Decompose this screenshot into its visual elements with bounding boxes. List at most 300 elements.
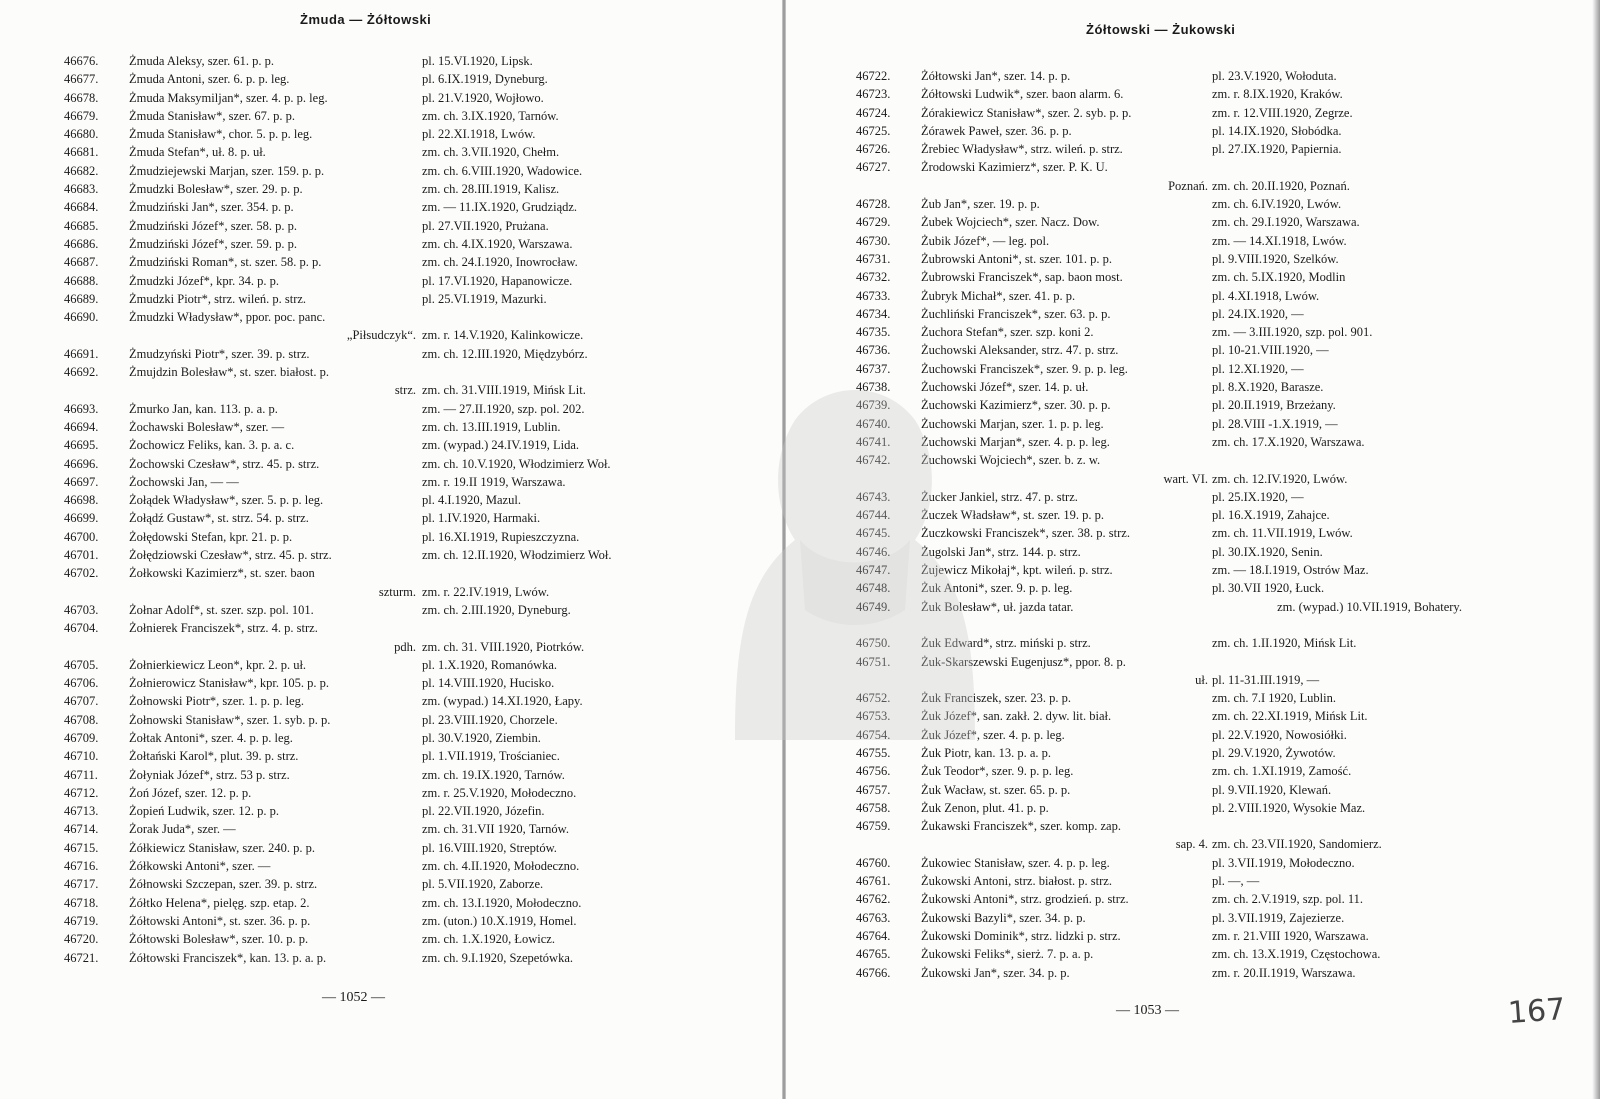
entry-person: Żuk Wacław, st. szer. 65. p. p. (921, 782, 1071, 797)
entry-number: 46744. (856, 508, 891, 523)
entry-person: Żukowski Bazyli*, szer. 34. p. p. (921, 910, 1086, 925)
register-entry (856, 451, 1586, 469)
entry-number: 46708. (64, 712, 99, 727)
entry-person: Żuk-Skarszewski Eugenjusz*, ppor. 8. p. (921, 654, 1126, 669)
entry-person: Żórakiewicz Stanisław*, szer. 2. syb. p. p. (921, 105, 1132, 120)
entry-fate: zm. (wypad.) 24.IV.1919, Lida. (422, 438, 580, 453)
register-entry-continuation (856, 835, 1586, 853)
entry-fate: pl. 4.XI.1918, Lwów. (1212, 288, 1320, 303)
entry-fate: zm. ch. 12.II.1920, Włodzimierz Woł. (422, 548, 612, 563)
entry-person: Żuchora Stefan*, szer. szp. koni 2. (921, 325, 1094, 340)
entry-number: 46757. (856, 782, 891, 797)
entry-number: 46752. (856, 691, 891, 706)
entry-fate: pl. 16.X.1919, Zahajce. (1212, 508, 1330, 523)
entry-fate: zm. ch. 29.I.1920, Warszawa. (1212, 215, 1360, 230)
entry-person: Żubik Józef*, — leg. pol. (921, 233, 1050, 248)
register-entry (64, 949, 756, 967)
entry-fate: zm. — 11.IX.1920, Grudziądz. (422, 200, 578, 215)
entry-number: 46759. (856, 819, 891, 834)
register-entry (856, 415, 1586, 433)
register-entry (64, 436, 756, 454)
entry-fate: pl. 30.VII 1920, Łuck. (1212, 581, 1325, 596)
entry-fate: zm. ch. 12.IV.1920, Lwów. (1212, 471, 1348, 486)
register-entry (64, 400, 756, 418)
entry-fate: zm. (uton.) 10.X.1919, Homel. (422, 913, 577, 928)
entry-number: 46737. (856, 361, 891, 376)
entry-fate: zm. r. 19.II 1919, Warszawa. (422, 474, 566, 489)
entry-unit-continuation: szturm. (378, 584, 416, 599)
entry-fate: pl. 22.VII.1920, Józefin. (422, 804, 545, 819)
entry-number: 46734. (856, 306, 891, 321)
entry-fate: pl. 3.VII.1919, Mołodeczno. (1212, 855, 1355, 870)
entry-person: Żółtowski Franciszek*, kan. 13. p. a. p. (129, 950, 327, 965)
entry-person: Żochawski Bolesław*, szer. — (129, 419, 285, 434)
entry-number: 46709. (64, 730, 99, 745)
entry-fate: zm. ch. 13.X.1919, Częstochowa. (1212, 947, 1381, 962)
register-entry (856, 964, 1586, 982)
entry-fate: pl. 14.VIII.1920, Hucisko. (422, 676, 555, 691)
entry-number: 46748. (856, 581, 891, 596)
entry-number: 46721. (64, 950, 99, 965)
entry-number: 46745. (856, 526, 891, 541)
register-entry (64, 253, 756, 271)
entry-person: Żukowski Antoni*, strz. grodzień. p. strz. (921, 892, 1129, 907)
entry-person: Żołtański Karol*, plut. 39. p. strz. (129, 749, 299, 764)
register-entry (64, 455, 756, 473)
entry-unit-continuation: uł. (1195, 672, 1208, 687)
entry-fate: pl. 1.X.1920, Romanówka. (422, 657, 558, 672)
entry-fate: zm. ch. 22.XI.1919, Mińsk Lit. (1212, 709, 1368, 724)
entry-person: Żmuda Antoni, szer. 6. p. p. leg. (129, 72, 290, 87)
entry-number: 46723. (856, 87, 891, 102)
entry-number: 46714. (64, 822, 99, 837)
right-page-number: — 1053 — (1116, 1003, 1179, 1018)
entry-fate: pl. 16.VIII.1920, Streptów. (422, 840, 557, 855)
entry-person: Żuk Antoni*, szer. 9. p. p. leg. (921, 581, 1073, 596)
register-entry (64, 491, 756, 509)
entry-fate: pl. 29.V.1920, Żywotów. (1212, 745, 1336, 760)
entry-number: 46688. (64, 273, 99, 288)
entry-person: Żuchowski Józef*, szer. 14. p. uł. (921, 380, 1089, 395)
register-entry (856, 250, 1586, 268)
register-entry (856, 67, 1586, 85)
entry-person: Żochowski Jan, — — (129, 474, 239, 489)
register-entry (856, 872, 1586, 890)
entry-fate: pl. 30.V.1920, Ziembin. (422, 730, 541, 745)
entry-fate: zm. ch. 20.II.1920, Poznań. (1212, 178, 1350, 193)
entry-person: Żołnierek Franciszek*, strz. 4. p. strz. (129, 621, 318, 636)
register-entry (64, 564, 756, 582)
entry-person: Żmujdzin Bolesław*, st. szer. białost. p. (129, 365, 329, 380)
register-entry (64, 89, 756, 107)
entry-number: 46762. (856, 892, 891, 907)
entry-fate: zm. r. 25.V.1920, Mołodeczno. (422, 785, 577, 800)
register-entry (64, 656, 756, 674)
entry-fate: zm. r. 22.IV.1919, Lwów. (422, 584, 550, 599)
entry-number: 46697. (64, 474, 99, 489)
register-entry (64, 509, 756, 527)
entry-number: 46739. (856, 398, 891, 413)
register-entry (64, 802, 756, 820)
entry-person: Żołądek Władysław*, szer. 5. p. p. leg. (129, 493, 324, 508)
entry-number: 46726. (856, 142, 891, 157)
entry-person: Żrodowski Kazimierz*, szer. P. K. U. (921, 160, 1108, 175)
entry-number: 46740. (856, 416, 891, 431)
register-entry (856, 598, 1586, 635)
register-entry (856, 341, 1586, 359)
register-entry (856, 707, 1586, 725)
register-entry (856, 287, 1586, 305)
register-entry (856, 433, 1586, 451)
entry-person: Żucker Jankiel, strz. 47. p. strz. (921, 489, 1078, 504)
entry-number: 46687. (64, 255, 99, 270)
entry-person: Żuchliński Franciszek*, szer. 63. p. p. (921, 306, 1111, 321)
entry-person: Żuk Franciszek, szer. 23. p. p. (921, 691, 1071, 706)
entry-person: Żółkiewicz Stanisław, szer. 240. p. p. (129, 840, 315, 855)
register-entry (64, 784, 756, 802)
entry-person: Żugolski Jan*, strz. 144. p. strz. (921, 544, 1081, 559)
entry-person: Żmudzki Bolesław*, szer. 29. p. p. (129, 182, 303, 197)
entry-number: 46720. (64, 932, 99, 947)
register-entry (64, 272, 756, 290)
entry-number: 46698. (64, 493, 99, 508)
entry-number: 46765. (856, 947, 891, 962)
entry-fate: zm. ch. 3.IX.1920, Tarnów. (422, 108, 559, 123)
entry-person: Żoń Józef, szer. 12. p. p. (129, 785, 252, 800)
register-entry (64, 875, 756, 893)
entry-fate: zm. ch. 24.I.1920, Inowrocław. (422, 255, 578, 270)
register-entry (64, 143, 756, 161)
entry-fate: pl. 15.VI.1920, Lipsk. (422, 54, 533, 68)
register-entry-continuation (64, 381, 756, 399)
entry-fate: zm. ch. 28.III.1919, Kalisz. (422, 182, 560, 197)
register-entry (856, 323, 1586, 341)
entry-number: 46755. (856, 745, 891, 760)
register-entry (856, 781, 1586, 799)
entry-person: Żołnierkiewicz Leon*, kpr. 2. p. uł. (129, 657, 307, 672)
entry-person: Żuchowski Wojciech*, szer. b. z. w. (921, 453, 1101, 468)
left-page (0, 0, 782, 1099)
register-entry (64, 473, 756, 491)
entry-number: 46680. (64, 127, 99, 142)
register-entry (856, 579, 1586, 597)
register-entry (64, 363, 756, 381)
entry-number: 46746. (856, 544, 891, 559)
entry-number: 46692. (64, 365, 99, 380)
register-entry (856, 689, 1586, 707)
entry-fate: zm. ch. 1.XI.1919, Zamość. (1212, 764, 1352, 779)
register-entry (64, 729, 756, 747)
entry-fate: pl. 17.VI.1920, Hapanowicze. (422, 273, 573, 288)
entry-number: 46732. (856, 270, 891, 285)
entry-fate: pl. 16.XI.1919, Rupieszczyzna. (422, 529, 580, 544)
register-entry (64, 235, 756, 253)
register-entry (856, 195, 1586, 213)
register-entry (856, 744, 1586, 762)
entry-fate: zm. ch. 17.X.1920, Warszawa. (1212, 434, 1365, 449)
entry-number: 46751. (856, 654, 891, 669)
entry-person: Żubryk Michał*, szer. 41. p. p. (921, 288, 1076, 303)
entry-number: 46731. (856, 251, 891, 266)
register-entry (856, 158, 1586, 176)
register-entry (64, 747, 756, 765)
entry-fate: zm. r. 12.VIII.1920, Zegrze. (1212, 105, 1353, 120)
entry-number: 46715. (64, 840, 99, 855)
entry-number: 46682. (64, 163, 99, 178)
entry-fate: zm. — 14.XI.1918, Lwów. (1212, 233, 1347, 248)
register-entry (64, 52, 756, 70)
entry-unit-continuation: „Piłsudczyk“. (346, 328, 416, 343)
entry-fate: pl. 28.VIII -1.X.1919, — (1212, 416, 1338, 431)
entry-number: 46722. (856, 69, 891, 83)
register-entry (64, 912, 756, 930)
entry-fate: zm. ch. 10.V.1920, Włodzimierz Woł. (422, 456, 611, 471)
entry-number: 46694. (64, 419, 99, 434)
entry-fate: zm. ch. 6.IV.1920, Lwów. (1212, 197, 1342, 212)
entry-fate: zm. ch. 19.IX.1920, Tarnów. (422, 767, 565, 782)
register-entry (64, 857, 756, 875)
register-entry (64, 217, 756, 235)
entry-number: 46683. (64, 182, 99, 197)
entry-person: Żołędowski Stefan, kpr. 21. p. p. (129, 529, 293, 544)
entry-fate: zm. ch. 7.I 1920, Lublin. (1212, 691, 1336, 706)
entry-number: 46738. (856, 380, 891, 395)
entry-person: Żmudzki Józef*, kpr. 34. p. p. (129, 273, 279, 288)
register-entry (856, 396, 1586, 414)
entry-fate: pl. 6.IX.1919, Dyneburg. (422, 72, 548, 87)
entry-number: 46736. (856, 343, 891, 358)
entry-fate: zm. r. 8.IX.1920, Kraków. (1212, 87, 1343, 102)
entry-person: Żrebiec Władysław*, strz. wileń. p. strz. (921, 142, 1123, 157)
entry-number: 46693. (64, 401, 99, 416)
entry-fate: zm. r. 14.V.1920, Kalinkowicze. (422, 328, 584, 343)
entry-fate: pl. —, — (1212, 874, 1260, 889)
entry-fate: pl. 21.V.1920, Wojłowo. (422, 90, 544, 105)
left-entry-list (64, 52, 756, 967)
entry-person: Żukowski Feliks*, sierż. 7. p. a. p. (921, 947, 1094, 962)
entry-person: Żołyniak Józef*, strz. 53 p. strz. (129, 767, 290, 782)
page-edge-shadow (1592, 0, 1600, 1099)
entry-fate: zm. ch. 2.III.1920, Dyneburg. (422, 602, 571, 617)
entry-number: 46766. (856, 965, 891, 980)
entry-fate: pl. 9.VIII.1920, Szelków. (1212, 251, 1339, 266)
entry-person: Żuchowski Kazimierz*, szer. 30. p. p. (921, 398, 1111, 413)
register-entry (64, 70, 756, 88)
register-entry (64, 820, 756, 838)
entry-person: Żuk Józef*, san. zakł. 2. dyw. lit. biał. (921, 709, 1112, 724)
entry-number: 46725. (856, 123, 891, 138)
entry-fate: zm. (wypad.) 10.VII.1919, Bohatery. (1277, 599, 1462, 614)
entry-number: 46718. (64, 895, 99, 910)
entry-number: 46712. (64, 785, 99, 800)
entry-fate: pl. 12.XI.1920, — (1212, 361, 1304, 376)
entry-fate: zm. ch. 13.III.1919, Lublin. (422, 419, 561, 434)
right-entry-list (856, 67, 1586, 982)
register-entry (856, 634, 1586, 652)
register-entry (64, 418, 756, 436)
register-entry (856, 726, 1586, 744)
entry-number: 46735. (856, 325, 891, 340)
register-entry (64, 290, 756, 308)
entry-number: 46760. (856, 855, 891, 870)
register-entry (856, 909, 1586, 927)
entry-number: 46716. (64, 859, 99, 874)
entry-person: Żukawski Franciszek*, szer. komp. zap. (921, 819, 1121, 834)
entry-person: Żółtowski Bolesław*, szer. 10. p. p. (129, 932, 309, 947)
register-entry (856, 488, 1586, 506)
register-entry (64, 711, 756, 729)
register-entry (64, 107, 756, 125)
register-entry (64, 601, 756, 619)
entry-person: Żukowski Antoni, strz. białost. p. strz. (921, 874, 1112, 889)
entry-person: Żołnierowicz Stanisław*, kpr. 105. p. p. (129, 676, 329, 691)
entry-number: 46685. (64, 218, 99, 233)
entry-person: Żuk Edward*, strz. miński p. strz. (921, 636, 1091, 651)
entry-person: Żółtowski Jan*, szer. 14. p. p. (921, 69, 1071, 83)
register-entry (856, 653, 1586, 671)
register-entry (856, 927, 1586, 945)
entry-number: 46711. (64, 767, 98, 782)
entry-person: Żmuda Stefan*, uł. 8. p. uł. (129, 145, 266, 160)
entry-number: 46696. (64, 456, 99, 471)
register-entry (856, 817, 1586, 835)
register-entry (856, 122, 1586, 140)
register-entry (64, 674, 756, 692)
entry-fate: pl. 5.VII.1920, Zaborze. (422, 877, 544, 892)
entry-fate: pl. 23.VIII.1920, Chorzele. (422, 712, 558, 727)
entry-fate: pl. 22.XI.1918, Lwów. (422, 127, 536, 142)
register-entry (64, 692, 756, 710)
entry-number: 46702. (64, 566, 99, 581)
register-entry-continuation (856, 177, 1586, 195)
entry-fate: zm. r. 21.VIII 1920, Warszawa. (1212, 928, 1369, 943)
entry-person: Żubrowski Antoni*, st. szer. 101. p. p. (921, 251, 1112, 266)
register-entry (856, 140, 1586, 158)
entry-person: Żołnar Adolf*, st. szer. szp. pol. 101. (129, 602, 314, 617)
register-entry (64, 619, 756, 637)
entry-fate: zm. ch. 4.II.1920, Mołodeczno. (422, 859, 580, 874)
entry-fate: zm. — 27.II.1920, szp. pol. 202. (422, 401, 585, 416)
entry-person: Żmuda Stanisław*, szer. 67. p. p. (129, 108, 295, 123)
entry-fate: pl. 8.X.1920, Barasze. (1212, 380, 1324, 395)
entry-fate: pl. 30.IX.1920, Senin. (1212, 544, 1323, 559)
entry-person: Żółkowski Antoni*, szer. — (129, 859, 271, 874)
entry-number: 46699. (64, 511, 99, 526)
entry-person: Żochowski Czesław*, strz. 45. p. strz. (129, 456, 320, 471)
entry-person: Żołnowski Piotr*, szer. 1. p. p. leg. (129, 694, 304, 709)
register-entry (64, 180, 756, 198)
register-entry (856, 213, 1586, 231)
entry-number: 46733. (856, 288, 891, 303)
entry-person: Żółtowski Antoni*, st. szer. 36. p. p. (129, 913, 311, 928)
entry-number: 46749. (856, 599, 891, 614)
entry-fate: pl. 24.IX.1920, — (1212, 306, 1304, 321)
entry-person: Żuk Zenon, plut. 41. p. p. (921, 800, 1049, 815)
entry-number: 46717. (64, 877, 99, 892)
entry-number: 46691. (64, 346, 99, 361)
entry-person: Żuczkowski Franciszek*, szer. 38. p. strz. (921, 526, 1130, 541)
entry-number: 46700. (64, 529, 99, 544)
entry-fate: zm. ch. 11.VII.1919, Lwów. (1212, 526, 1353, 541)
entry-number: 46741. (856, 434, 891, 449)
entry-person: Żopień Ludwik, szer. 12. p. p. (129, 804, 279, 819)
entry-number: 46677. (64, 72, 99, 87)
entry-number: 46761. (856, 874, 891, 889)
entry-fate: pl. 1.IV.1920, Harmaki. (422, 511, 541, 526)
register-entry (856, 305, 1586, 323)
entry-number: 46727. (856, 160, 891, 175)
entry-person: Żukowski Jan*, szer. 34. p. p. (921, 965, 1070, 980)
entry-person: Żub Jan*, szer. 19. p. p. (921, 197, 1040, 212)
entry-number: 46724. (856, 105, 891, 120)
entry-fate: zm. (wypad.) 14.XI.1920, Łapy. (422, 694, 583, 709)
entry-person: Żmudziński Józef*, szer. 59. p. p. (129, 236, 298, 251)
entry-fate: pl. 25.VI.1919, Mazurki. (422, 291, 547, 306)
entry-number: 46758. (856, 800, 891, 815)
entry-number: 46754. (856, 727, 891, 742)
register-entry (856, 762, 1586, 780)
entry-fate: zm. ch. 31. VIII.1920, Piotrków. (422, 639, 585, 654)
entry-fate: zm. ch. 5.IX.1920, Modlin (1212, 270, 1346, 285)
register-entry (856, 378, 1586, 396)
entry-person: Żórawek Paweł, szer. 36. p. p. (921, 123, 1072, 138)
entry-person: Żuk Teodor*, szer. 9. p. p. leg. (921, 764, 1074, 779)
left-page-number: — 1052 — (322, 990, 385, 1005)
entry-person: Żmudziński Józef*, szer. 58. p. p. (129, 218, 298, 233)
entry-fate: pl. 20.II.1919, Brzeżany. (1212, 398, 1336, 413)
entry-number: 46730. (856, 233, 891, 248)
register-entry (64, 766, 756, 784)
entry-fate: zm. ch. 2.V.1919, szp. pol. 11. (1212, 892, 1364, 907)
entry-fate: pl. 3.VII.1919, Zajezierze. (1212, 910, 1345, 925)
register-entry (856, 543, 1586, 561)
entry-person: Żuchowski Marjan*, szer. 4. p. p. leg. (921, 434, 1110, 449)
entry-unit-continuation: sap. 4. (1175, 837, 1208, 852)
entry-fate: zm. ch. 3.VII.1920, Chełm. (422, 145, 560, 160)
register-entry (856, 890, 1586, 908)
register-entry-continuation (64, 583, 756, 601)
entry-number: 46707. (64, 694, 99, 709)
entry-number: 46681. (64, 145, 99, 160)
entry-number: 46695. (64, 438, 99, 453)
entry-person: Żołtak Antoni*, szer. 4. p. p. leg. (129, 730, 293, 745)
entry-person: Żmudzyński Piotr*, szer. 39. p. strz. (129, 346, 310, 361)
entry-number: 46689. (64, 291, 99, 306)
entry-number: 46686. (64, 236, 99, 251)
entry-number: 46701. (64, 548, 99, 563)
entry-fate: pl. 2.VIII.1920, Wysokie Maz. (1212, 800, 1366, 815)
register-entry (856, 268, 1586, 286)
register-entry-continuation (856, 470, 1586, 488)
entry-number: 46743. (856, 489, 891, 504)
entry-fate: pl. 1.VII.1919, Trościaniec. (422, 749, 560, 764)
register-entry (64, 528, 756, 546)
right-running-head: Żółtowski — Żukowski (1086, 22, 1236, 37)
entry-person: Żmudziński Roman*, st. szer. 58. p. p. (129, 255, 322, 270)
entry-fate: zm. ch. 9.I.1920, Szepetówka. (422, 950, 574, 965)
entry-person: Żukowiec Stanisław, szer. 4. p. p. leg. (921, 855, 1110, 870)
entry-number: 46729. (856, 215, 891, 230)
entry-fate: pl. 27.IX.1920, Papiernia. (1212, 142, 1342, 157)
entry-number: 46763. (856, 910, 891, 925)
entry-number: 46679. (64, 108, 99, 123)
entry-number: 46742. (856, 453, 891, 468)
entry-unit-continuation: strz. (394, 383, 416, 398)
entry-person: Żmudzki Piotr*, strz. wileń. p. strz. (129, 291, 307, 306)
entry-fate: pl. 23.V.1920, Wołoduta. (1212, 69, 1337, 83)
entry-fate: pl. 4.I.1920, Mazul. (422, 493, 521, 508)
register-entry (856, 360, 1586, 378)
